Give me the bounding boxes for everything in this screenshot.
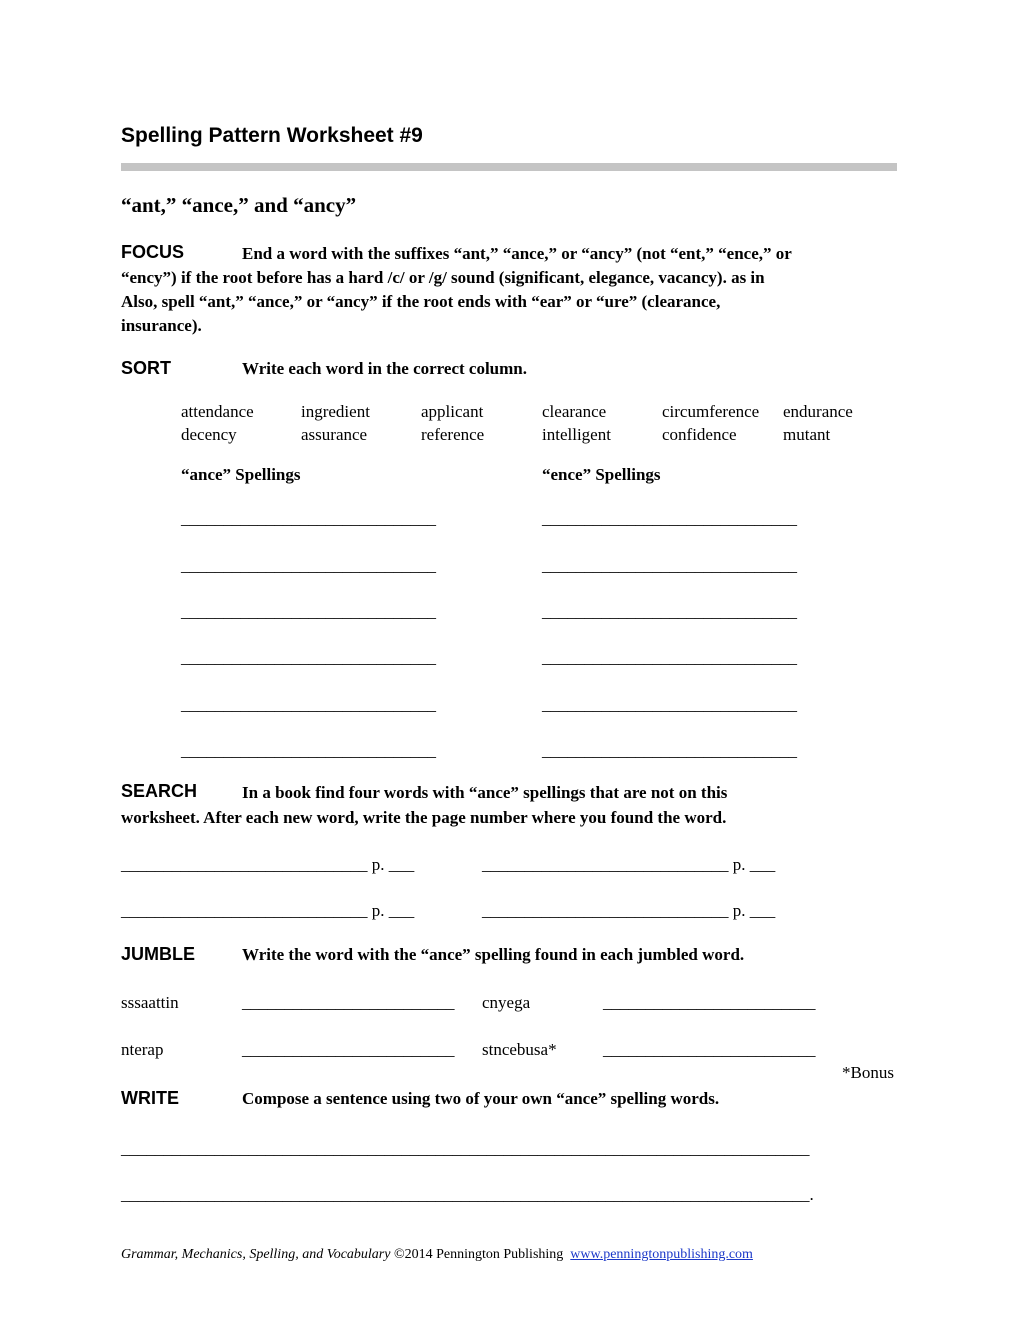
jumble-answer-line[interactable]: _________________________ — [603, 1040, 816, 1059]
ance-column-header: “ance” Spellings — [181, 465, 301, 484]
sort-word: attendance — [181, 402, 254, 421]
ance-blank-line[interactable]: ______________________________ — [181, 602, 436, 621]
jumble-answer-line[interactable]: _________________________ — [242, 993, 455, 1012]
ance-blank-line[interactable]: ______________________________ — [181, 648, 436, 667]
jumble-label: JUMBLE — [121, 944, 196, 964]
sort-instruction: Write each word in the correct column. — [242, 359, 527, 378]
sort-word: endurance — [783, 402, 853, 421]
search-label: SEARCH — [121, 781, 198, 801]
ance-blank-line[interactable]: ______________________________ — [181, 695, 436, 714]
footer-copyright: ©2014 Pennington Publishing — [390, 1247, 571, 1262]
jumble-answer-line[interactable]: _________________________ — [242, 1040, 455, 1059]
publisher-link[interactable]: www.penningtonpublishing.com — [570, 1247, 753, 1262]
focus-text-line-2: “ency”) if the root before has a hard /c/ or /g/ sound (significant, elegance, vacancy). as in — [121, 268, 765, 287]
focus-text-line-3: Also, spell “ant,” “ance,” or “ancy” if the root ends with “ear” or “ure” (clearance, — [121, 292, 721, 311]
sort-word: decency — [181, 425, 237, 444]
sentence-line[interactable]: _________________________________________________________________________________ — [121, 1139, 810, 1158]
page-subtitle: “ant,” “ance,” and “ancy” — [121, 193, 357, 217]
search-text-line-2: worksheet. After each new word, write the page number where you found the word. — [121, 808, 727, 827]
ance-blank-line[interactable]: ______________________________ — [181, 556, 436, 575]
focus-label: FOCUS — [121, 242, 184, 262]
sort-word: confidence — [662, 425, 737, 444]
sentence-line[interactable]: _________________________________________________________________________________. — [121, 1185, 814, 1204]
jumbled-word: nterap — [121, 1040, 164, 1059]
write-instruction: Compose a sentence using two of your own “ance” spelling words. — [242, 1089, 720, 1108]
sort-word: intelligent — [542, 425, 611, 444]
jumbled-word: cnyega — [482, 993, 531, 1012]
footer — [121, 1247, 753, 1263]
write-label: WRITE — [121, 1088, 179, 1108]
sort-word: clearance — [542, 402, 607, 421]
sort-word: applicant — [421, 402, 484, 421]
sort-label: SORT — [121, 358, 172, 378]
ance-blank-line[interactable]: ______________________________ — [181, 741, 436, 760]
jumbled-word: stncebusa* — [482, 1040, 557, 1059]
sort-word: ingredient — [301, 402, 370, 421]
search-entry-line[interactable]: _____________________________ p. ___ — [121, 855, 415, 874]
bonus-note: *Bonus — [842, 1063, 894, 1082]
search-entry-line[interactable]: _____________________________ p. ___ — [482, 901, 776, 920]
search-text-line-1: In a book find four words with “ance” spellings that are not on this — [242, 783, 728, 802]
ence-blank-line[interactable]: ______________________________ — [542, 695, 797, 714]
sort-word: mutant — [783, 425, 831, 444]
ence-blank-line[interactable]: ______________________________ — [542, 648, 797, 667]
ence-blank-line[interactable]: ______________________________ — [542, 602, 797, 621]
sort-word: circumference — [662, 402, 760, 421]
title-divider — [121, 163, 897, 171]
search-entry-line[interactable]: _____________________________ p. ___ — [482, 855, 776, 874]
search-entry-line[interactable]: _____________________________ p. ___ — [121, 901, 415, 920]
jumble-instruction: Write the word with the “ance” spelling found in each jumbled word. — [242, 945, 745, 964]
focus-text-line-1: End a word with the suffixes “ant,” “ance,” or “ancy” (not “ent,” “ence,” or — [242, 244, 792, 263]
jumbled-word: sssaattin — [121, 993, 179, 1012]
ence-column-header: “ence” Spellings — [542, 465, 661, 484]
ence-blank-line[interactable]: ______________________________ — [542, 556, 797, 575]
page-title: Spelling Pattern Worksheet #9 — [121, 124, 423, 147]
sort-word: assurance — [301, 425, 368, 444]
ance-blank-line[interactable]: ______________________________ — [181, 509, 436, 528]
focus-text-line-4: insurance). — [121, 316, 202, 335]
ence-blank-line[interactable]: ______________________________ — [542, 509, 797, 528]
sort-word: reference — [421, 425, 485, 444]
jumble-answer-line[interactable]: _________________________ — [603, 993, 816, 1012]
ence-blank-line[interactable]: ______________________________ — [542, 741, 797, 760]
footer-book-title: Grammar, Mechanics, Spelling, and Vocabulary — [121, 1247, 391, 1262]
